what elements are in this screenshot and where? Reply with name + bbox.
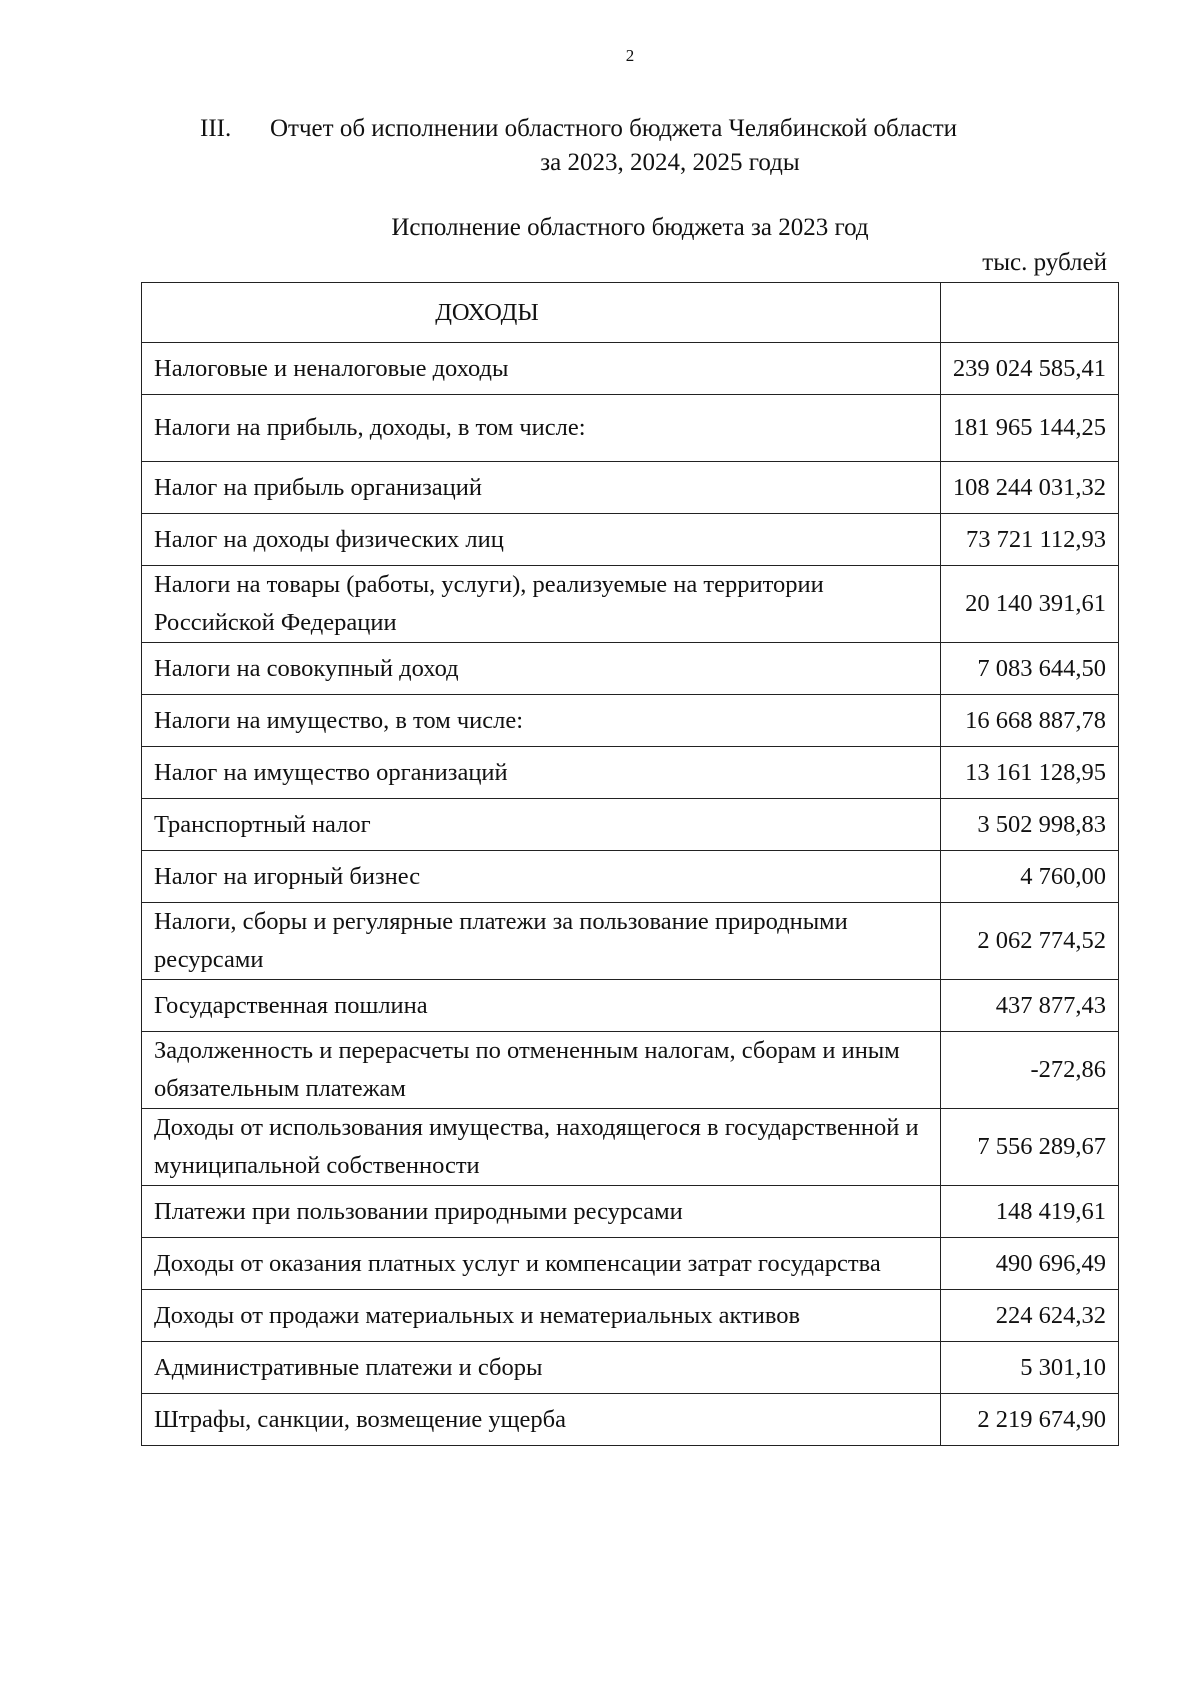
table-row [142,1342,1119,1394]
row-value: 7 556 289,67 [940,1109,1118,1186]
row-value: 224 624,32 [940,1290,1118,1342]
row-value: 4 760,00 [940,851,1118,903]
row-label: Административные платежи и сборы [142,1342,941,1394]
table-row [142,980,1119,1032]
table-subtitle: Исполнение областного бюджета за 2023 год [391,214,869,241]
row-label: Налоги на имущество, в том числе: [142,695,941,747]
row-value: 16 668 887,78 [940,695,1118,747]
row-label: Платежи при пользовании природными ресурсами [142,1186,941,1238]
table-row [142,1109,1119,1186]
table-row [142,343,1119,395]
row-value: 148 419,61 [940,1186,1118,1238]
header-cell-income: ДОХОДЫ [142,283,941,343]
row-label: Транспортный налог [142,799,941,851]
table-row [142,1238,1119,1290]
table-row [142,566,1119,643]
table-row [142,514,1119,566]
row-label: Налог на доходы физических лиц [142,514,941,566]
page-number: 2 [625,46,635,65]
row-value: 437 877,43 [940,980,1118,1032]
table-row [142,903,1119,980]
row-label: Налоговые и неналоговые доходы [142,343,941,395]
row-label: Задолженность и перерасчеты по отмененным налогам, сборам и иным обязательным платежам [142,1032,941,1109]
row-value: 7 083 644,50 [940,643,1118,695]
row-label: Налоги на товары (работы, услуги), реализуемые на территории Российской Федерации [142,566,941,643]
row-label: Налоги, сборы и регулярные платежи за пользование природными ресурсами [142,903,941,980]
row-value: 239 024 585,41 [940,343,1118,395]
row-label: Налоги на прибыль, доходы, в том числе: [142,395,941,462]
header-cell-empty [940,283,1118,343]
row-value: 2 062 774,52 [940,903,1118,980]
table-row [142,747,1119,799]
table-row [142,1032,1119,1109]
units-label: тыс. рублей [982,249,1107,276]
table-row [142,1186,1119,1238]
row-label: Доходы от использования имущества, находящегося в государственной и муниципальной собственности [142,1109,941,1186]
row-label: Доходы от оказания платных услуг и компенсации затрат государства [142,1238,941,1290]
report-title [200,112,1080,180]
table-row [142,1394,1119,1446]
row-label: Налог на прибыль организаций [142,462,941,514]
title-text-2: за 2023, 2024, 2025 годы [540,149,800,176]
row-value: 20 140 391,61 [940,566,1118,643]
table-row [142,799,1119,851]
table-row [142,462,1119,514]
section-numeral: III. [200,115,232,142]
row-value: 73 721 112,93 [940,514,1118,566]
row-value: 13 161 128,95 [940,747,1118,799]
table-row [142,643,1119,695]
title-text-1: Отчет об исполнении областного бюджета Челябинской области [270,115,958,142]
row-label: Налоги на совокупный доход [142,643,941,695]
budget-table [141,282,1119,1446]
table-row [142,1290,1119,1342]
row-label: Государственная пошлина [142,980,941,1032]
row-value: 181 965 144,25 [940,395,1118,462]
row-label: Штрафы, санкции, возмещение ущерба [142,1394,941,1446]
table-row [142,395,1119,462]
row-value: 2 219 674,90 [940,1394,1118,1446]
row-value: -272,86 [940,1032,1118,1109]
title-line-1 [200,112,1080,146]
row-value: 3 502 998,83 [940,799,1118,851]
row-value: 5 301,10 [940,1342,1118,1394]
table-row [142,695,1119,747]
row-value: 490 696,49 [940,1238,1118,1290]
row-value: 108 244 031,32 [940,462,1118,514]
row-label: Доходы от продажи материальных и нематериальных активов [142,1290,941,1342]
table-row [142,851,1119,903]
row-label: Налог на имущество организаций [142,747,941,799]
table-header-row [142,283,1119,343]
row-label: Налог на игорный бизнес [142,851,941,903]
